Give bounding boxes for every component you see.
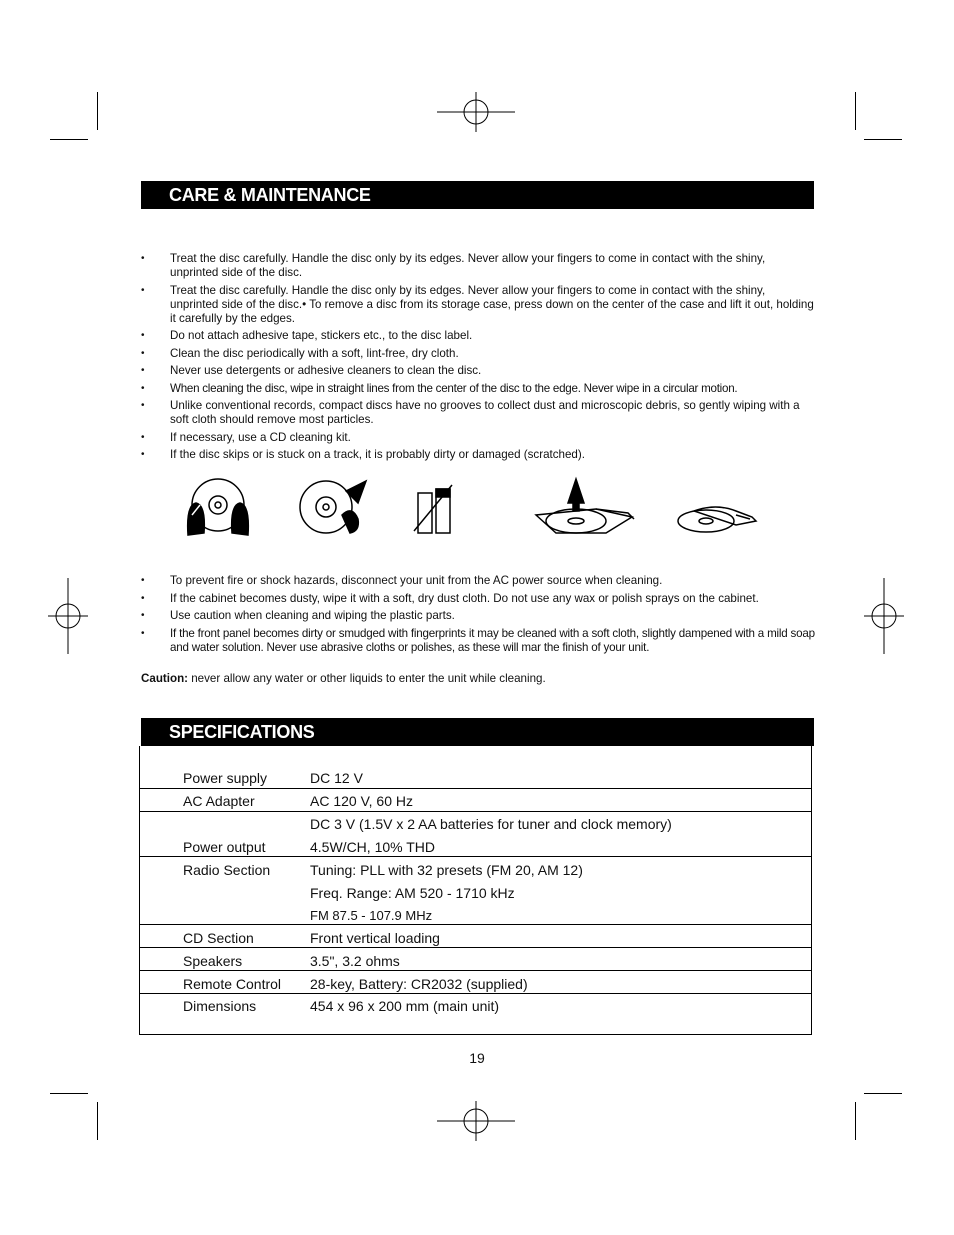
spec-label: Radio Section [183,862,271,878]
spec-value: Front vertical loading [310,930,440,946]
spec-value: DC 3 V (1.5V x 2 AA batteries for tuner and clock memory) [310,816,672,832]
spec-value: DC 12 V [310,770,363,786]
spec-value: 3.5", 3.2 ohms [310,953,400,969]
spec-value: 28-key, Battery: CR2032 (supplied) [310,976,528,992]
list-item: • Unlike conventional records, compact discs have no grooves to collect dust and microscopic debris, so gently wiping with a soft cloth should remove most particles. [141,399,816,427]
no-tape-on-disc-icon [414,485,452,533]
list-item: • Do not attach adhesive tape, stickers etc., to the disc label. [141,329,816,343]
caution-text: never allow any water or other liquids to enter the unit while cleaning. [188,672,546,685]
list-item: • Never use detergents or adhesive cleaners to clean the disc. [141,364,816,378]
spec-value: Tuning: PLL with 32 presets (FM 20, AM 12) [310,862,583,878]
disc-held-by-edges-icon [188,479,249,535]
wipe-disc-straight-lines-icon [536,479,634,533]
list-item: • When cleaning the disc, wipe in straight lines from the center of the disc to the edge. Never wipe in a circular motion. [141,382,816,396]
spec-value: AC 120 V, 60 Hz [310,793,413,809]
disc-handling-illustrations [176,475,776,540]
spec-label: AC Adapter [183,793,255,809]
list-item: • Clean the disc periodically with a soft, lint-free, dry cloth. [141,347,816,361]
row-divider [140,924,811,925]
registration-mark-bottom-icon [437,1101,515,1141]
list-item: • If the disc skips or is stuck on a track, it is probably dirty or damaged (scratched). [141,448,816,462]
spec-label: CD Section [183,930,254,946]
spec-label: Speakers [183,953,243,969]
list-item: • To prevent fire or shock hazards, disconnect your unit from the AC power source when cleaning. [141,574,816,588]
disc-held-with-finger-icon [300,481,366,533]
list-item: • If the front panel becomes dirty or smudged with fingerprints it may be cleaned with a soft cloth, slightly dampened with a mild soap and water solution. Never use abrasive cloths or polishes, as these will mar the finish of your unit. [141,627,816,655]
list-item: • If necessary, use a CD cleaning kit. [141,431,816,445]
spec-label: Power supply [183,770,268,786]
care-maintenance-heading: CARE & MAINTENANCE [141,181,814,209]
spec-label: Dimensions [183,998,257,1014]
spec-value: 4.5W/CH, 10% THD [310,839,435,855]
list-item: • Use caution when cleaning and wiping the plastic parts. [141,609,816,623]
caution-note [141,672,546,686]
spec-label: Remote Control [183,976,282,992]
row-divider [140,856,811,857]
spec-value: Freq. Range: AM 520 - 1710 kHz [310,885,515,901]
spec-label: Power output [183,839,266,855]
page-number: 19 [469,1050,485,1066]
row-divider [140,788,811,789]
row-divider [140,947,811,948]
spec-value: FM 87.5 - 107.9 MHz [310,908,433,923]
registration-mark-right-icon [864,578,904,654]
caution-label: Caution: [141,672,189,685]
list-item: • Treat the disc carefully. Handle the disc only by its edges. Never allow your fingers to come in contact with the shiny, unprinted side of the disc. [141,252,816,280]
row-divider [140,970,811,971]
row-divider [140,811,811,812]
row-divider [140,993,811,994]
list-item: • Treat the disc carefully. Handle the disc only by its edges. Never allow your fingers to come in contact with the shiny, unprinted side of the disc.• To remove a disc from its storage case, press down on the center of the case and lift it out, holding it carefully by the edges. [141,284,816,326]
spec-value: 454 x 96 x 200 mm (main unit) [310,998,500,1014]
care-bullet-list-bottom [141,574,816,658]
wipe-disc-with-cloth-icon [678,507,756,532]
specifications-table [139,746,812,1035]
care-bullet-list-top [141,252,816,466]
registration-mark-left-icon [48,578,88,654]
registration-mark-top-icon [437,92,515,132]
specifications-heading: SPECIFICATIONS [141,718,814,746]
list-item: • If the cabinet becomes dusty, wipe it with a soft, dry dust cloth. Do not use any wax or polish sprays on the cabinet. [141,592,816,606]
